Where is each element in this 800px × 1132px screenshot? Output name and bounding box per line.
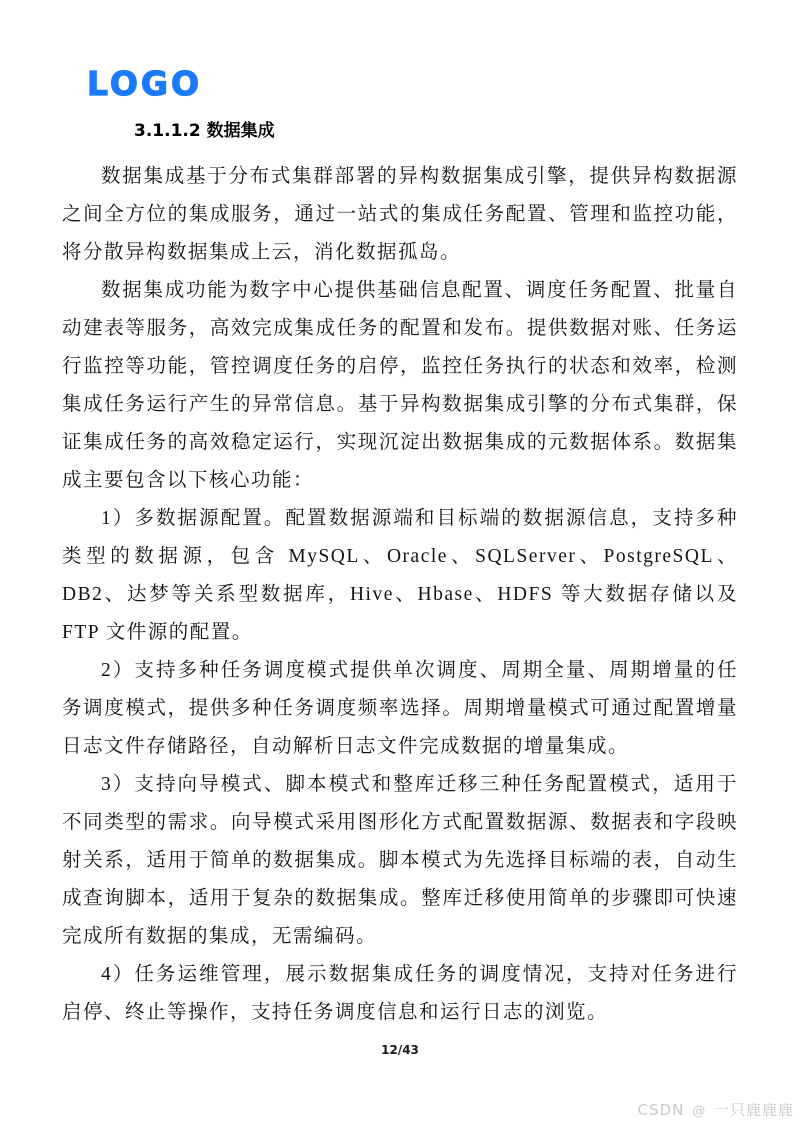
body-paragraph-list-item-1: 1）多数据源配置。配置数据源端和目标端的数据源信息，支持多种类型的数据源，包含 MySQL、Oracle、SQLServer、PostgreSQL、DB2、达梦等关系型数据库，Hive、Hbase、HDFS 等大数据存储以及 FTP 文件源的配置。 bbox=[62, 508, 738, 643]
page-number: 12/43 bbox=[381, 1043, 419, 1057]
watermark-site: CSDN bbox=[637, 1101, 685, 1119]
body-paragraph-list-item-3: 3）支持向导模式、脚本模式和整库迁移三种任务配置模式，适用于不同类型的需求。向导模式采用图形化方式配置数据源、数据表和字段映射关系，适用于简单的数据集成。脚本模式为先选择目标端的表，自动生成查询脚本，适用于复杂的数据集成。整库迁移使用简单的步骤即可快速完成所有数据的集成，无需编码。 bbox=[62, 774, 738, 947]
body-paragraph: 数据集成功能为数字中心提供基础信息配置、调度任务配置、批量自动建表等服务，高效完成集成任务的配置和发布。提供数据对账、任务运行监控等功能，管控调度任务的启停，监控任务执行的状态和效率，检测集成任务运行产生的异常信息。基于异构数据集成引擎的分布式集群，保证集成任务的高效稳定运行，实现沉淀出数据集成的元数据体系。数据集成主要包含以下核心功能： bbox=[62, 280, 738, 491]
body-paragraph-list-item-4: 4）任务运维管理，展示数据集成任务的调度情况，支持对任务进行启停、终止等操作，支持任务调度信息和运行日志的浏览。 bbox=[62, 964, 738, 1023]
document-body bbox=[62, 158, 738, 1032]
logo: LOGO bbox=[87, 64, 203, 103]
section-heading: 3.1.1.2 数据集成 bbox=[134, 121, 275, 141]
watermark-author: 一只鹿鹿鹿 bbox=[713, 1101, 794, 1119]
at-icon: @ bbox=[692, 1104, 707, 1119]
body-paragraph: 数据集成基于分布式集群部署的异构数据集成引擎，提供异构数据源之间全方位的集成服务，通过一站式的集成任务配置、管理和监控功能，将分散异构数据集成上云，消化数据孤岛。 bbox=[62, 166, 738, 263]
watermark bbox=[638, 1099, 794, 1120]
body-paragraph-list-item-2: 2）支持多种任务调度模式提供单次调度、周期全量、周期增量的任务调度模式，提供多种任务调度频率选择。周期增量模式可通过配置增量日志文件存储路径，自动解析日志文件完成数据的增量集成。 bbox=[62, 660, 738, 757]
